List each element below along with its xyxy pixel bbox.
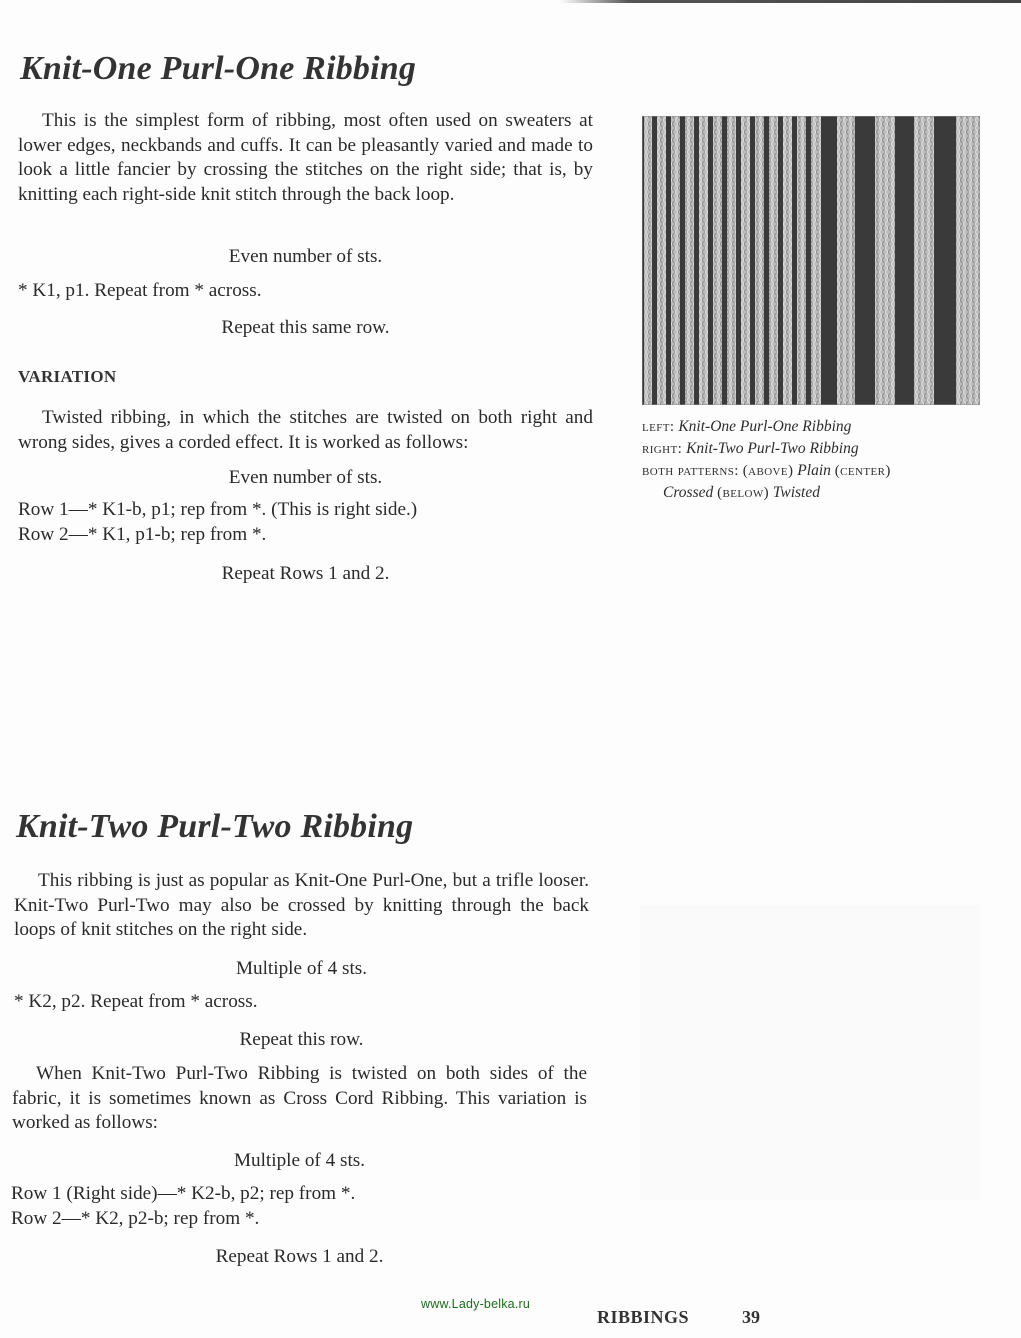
caption-center-text: Crossed [663,484,714,501]
variation-description: Twisted ribbing, in which the stitches are twisted on both right and wrong sides, gives a corded effect. It is worked as follows: [18,407,593,453]
top-edge-rule [560,0,1021,3]
caption-left-text: Knit-One Purl-One Ribbing [678,418,852,435]
variation-row-1: Row 1—* K1-b, p1; rep from *. (This is right side.) [18,499,418,520]
caption-above-text: Plain [797,462,831,479]
k2p2-instruction: * K2, p2. Repeat from * across. [14,991,258,1012]
k1p1-repeat-note: Repeat this same row. [221,317,390,338]
k2p2-stitch-count: Multiple of 4 sts. [235,958,368,979]
caption-above-label: (above) [742,463,794,479]
blank-photo-area [640,905,980,1200]
k1p1-intro-paragraph: This is the simplest form of ribbing, most often used on sweaters at lower edges, neckbands and cuffs. It can be pleasantly varied and made to look a little fancier by crossing the stitches on the right side; that is, by knitting each right-side knit stitch through the back loop. [18,110,593,205]
cross-cord-stitch-count: Multiple of 4 sts. [233,1150,366,1171]
variation-repeat-note: Repeat Rows 1 and 2. [221,563,390,584]
running-footer-section: RIBBINGS [597,1307,690,1327]
caption-right-label: right: [642,441,683,457]
variation-row-2: Row 2—* K1, p1-b; rep from *. [18,524,267,545]
k2p2-repeat-note: Repeat this row. [239,1029,364,1050]
watermark-link[interactable]: www.Lady-belka.ru [421,1297,531,1311]
caption-left-line [642,416,992,438]
variation-heading: VARIATION [18,367,117,386]
caption-right-line [642,438,992,460]
k1p1-instruction: * K1, p1. Repeat from * across. [18,280,262,301]
caption-center-label: (center) [834,463,891,479]
variation-stitch-count: Even number of sts. [228,467,383,488]
caption-left-label: left: [642,419,675,435]
caption-continuation-line [642,482,992,504]
cross-cord-repeat-note: Repeat Rows 1 and 2. [215,1246,384,1267]
caption-right-text: Knit-Two Purl-Two Ribbing [686,440,859,457]
k2p2-intro-paragraph: This ribbing is just as popular as Knit-One Purl-One, but a trifle looser. Knit-Two Purl-Two may also be crossed by knitting through the back loops of knit stitches on the right side. [14,870,589,940]
cross-cord-intro: When Knit-Two Purl-Two Ribbing is twisted on both sides of the fabric, it is sometimes known as Cross Cord Ribbing. This variation is worked as follows: [12,1063,587,1133]
cross-cord-row-2: Row 2—* K2, p2-b; rep from *. [11,1208,260,1229]
cross-cord-row-1: Row 1 (Right side)—* K2-b, p2; rep from *. [11,1183,356,1204]
caption-both-label: both patterns: [642,463,739,479]
ribbing-swatch-photo [642,116,980,405]
caption-below-label: (below) [717,485,770,501]
photo-caption [642,416,992,504]
section-title-k1p1: Knit-One Purl-One Ribbing [20,50,417,87]
caption-both-line [642,460,992,482]
k1p1-stitch-count: Even number of sts. [228,246,383,267]
page-number: 39 [742,1307,760,1327]
caption-below-text: Twisted [772,484,820,501]
section-title-k2p2: Knit-Two Purl-Two Ribbing [16,808,414,845]
